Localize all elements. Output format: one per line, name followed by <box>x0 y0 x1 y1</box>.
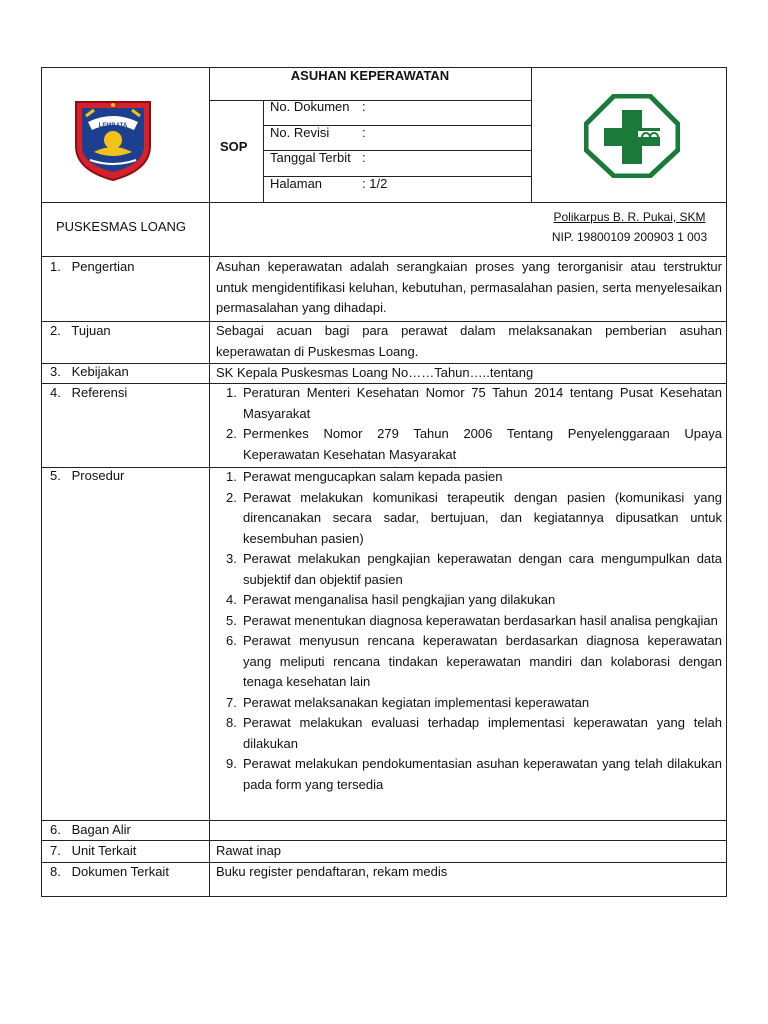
section-label-prosedur: 5. Prosedur <box>50 468 125 483</box>
meta-value-revisi: : <box>362 125 366 140</box>
section-label-kebijakan: 3. Kebijakan <box>50 364 129 379</box>
organization-name: PUSKESMAS LOANG <box>56 219 187 234</box>
list-item: 8. Perawat melakukan evaluasi terhadap implementasi keperawatan yang telah dilakukan <box>226 715 722 751</box>
signatory-nip: NIP. 19800109 200903 1 003 <box>551 230 708 244</box>
meta-label-tanggal: Tanggal Terbit <box>270 150 351 165</box>
puskesmas-cross-icon <box>584 94 680 178</box>
meta-value-dokumen: : <box>362 99 366 114</box>
list-item: 1. Perawat mengucapkan salam kepada pasien <box>226 469 503 484</box>
sop-label: SOP <box>220 139 248 154</box>
list-item: 3. Perawat melakukan pengkajian keperawatan dengan cara mengumpulkan data subjektif dan objektif pasien <box>226 551 722 587</box>
section-content-unit-terkait: Rawat inap <box>216 843 282 858</box>
sop-header-table <box>41 67 727 257</box>
list-item: 2. Permenkes Nomor 279 Tahun 2006 Tentang Penyelenggaraan Upaya Keperawatan Kesehatan Masyarakat <box>226 426 722 462</box>
section-label-referensi: 4. Referensi <box>50 385 128 400</box>
section-content-dokumen-terkait: Buku register pendaftaran, rekam medis <box>216 864 448 879</box>
document-title: ASUHAN KEPERAWATAN <box>290 68 450 83</box>
regency-crest-icon <box>72 96 154 182</box>
sop-body-table <box>41 257 727 897</box>
list-item: 1. Peraturan Menteri Kesehatan Nomor 75 Tahun 2014 tentang Pusat Kesehatan Masyarakat <box>226 385 722 421</box>
section-content-pengertian: Asuhan keperawatan adalah serangkaian proses yang terorganisir atau terstruktur untuk mengidentifikasi keluhan, kebutuhan, permasalahan pasien, serta menyelesaikan permasalahan yang dihadapi. <box>216 259 722 315</box>
signatory-name: Polikarpus B. R. Pukai, SKM <box>553 210 706 224</box>
list-item: 9. Perawat melakukan pendokumentasian asuhan keperawatan yang telah dilakukan pada form yang tersedia <box>226 756 722 792</box>
meta-label-halaman: Halaman <box>270 176 323 191</box>
section-content-tujuan: Sebagai acuan bagi para perawat dalam melaksanakan pemberian asuhan keperawatan di Puskesmas Loang. <box>216 323 722 359</box>
section-content-prosedur <box>216 467 722 795</box>
list-item: 7. Perawat melaksanakan kegiatan implementasi keperawatan <box>226 694 590 710</box>
section-label-dokumen-terkait: 8. Dokumen Terkait <box>50 864 169 879</box>
section-content-kebijakan: SK Kepala Puskesmas Loang No……Tahun…..tentang <box>216 365 534 380</box>
meta-value-halaman: : 1/2 <box>362 176 388 191</box>
section-content-referensi <box>216 383 722 465</box>
list-item: 6. Perawat menyusun rencana keperawatan berdasarkan diagnosa keperawatan yang meliputi rencana tindakan keperawatan mandiri dan kolaborasi dengan tenaga kesehatan lain <box>226 633 722 689</box>
section-label-tujuan: 2. Tujuan <box>50 323 111 338</box>
section-label-unit-terkait: 7. Unit Terkait <box>50 843 137 858</box>
meta-label-revisi: No. Revisi <box>270 125 330 140</box>
section-label-bagan-alir: 6. Bagan Alir <box>50 822 131 837</box>
meta-value-tanggal: : <box>362 150 366 165</box>
list-item: 5. Perawat menentukan diagnosa keperawatan berdasarkan hasil analisa pengkajian <box>226 612 718 628</box>
crest-text: LEMBATA <box>98 123 128 129</box>
section-label-pengertian: 1. Pengertian <box>50 259 135 274</box>
list-item: 2. Perawat melakukan komunikasi terapeutik dengan pasien (komunikasi yang direncanakan secara sadar, bertujuan, dan kegiatannya dipusatkan untuk kesembuhan pasien) <box>226 489 722 546</box>
list-item: 4. Perawat menganalisa hasil pengkajian yang dilakukan <box>226 592 556 607</box>
meta-label-dokumen: No. Dokumen <box>270 99 350 114</box>
